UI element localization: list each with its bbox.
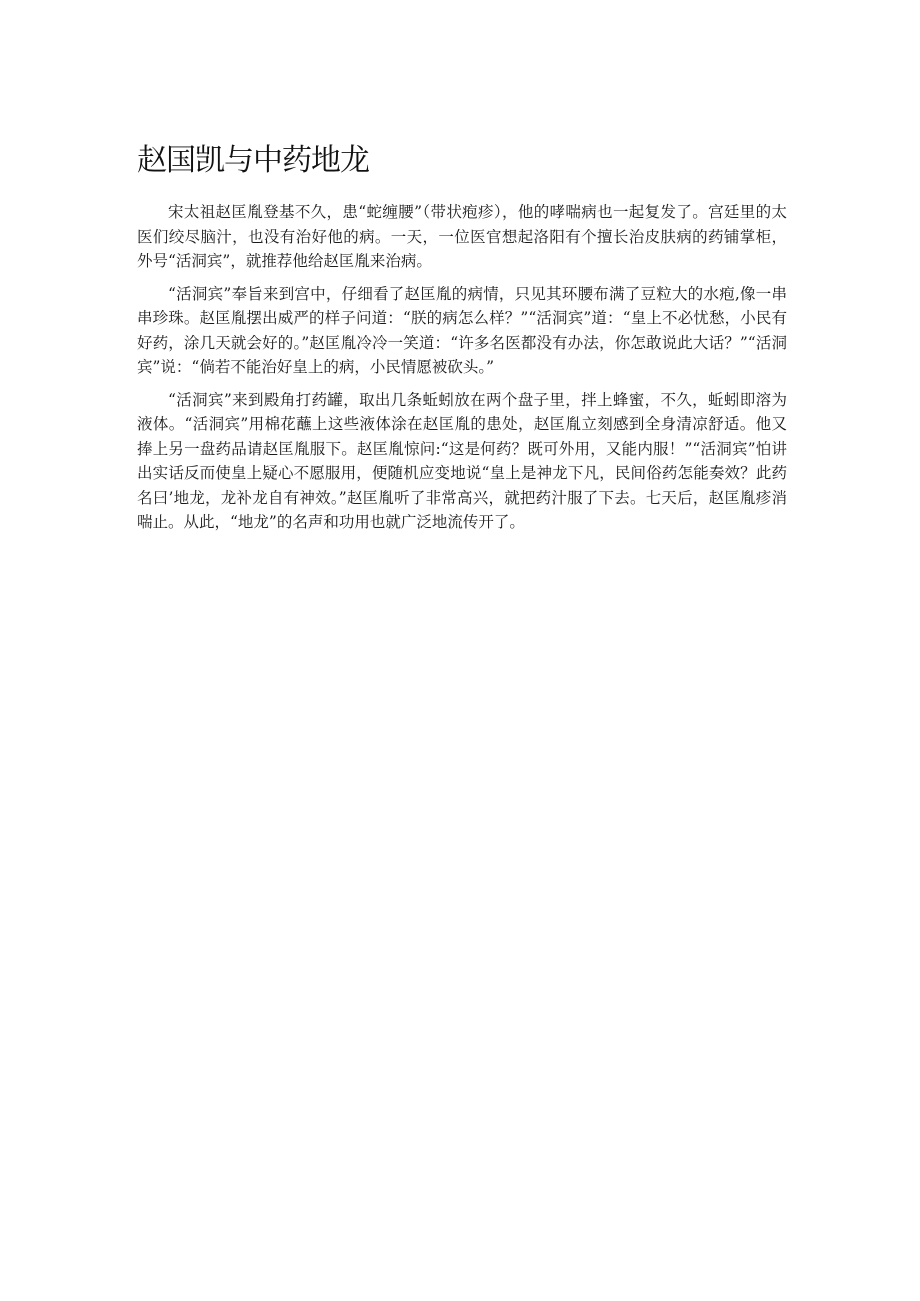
- document-title: 赵国凯与中药地龙: [137, 143, 369, 178]
- paragraph-2: “活洞宾”奉旨来到宫中，仔细看了赵匡胤的病情，只见其环腰布满了豆粒大的水疱,像一串串珍珠。赵匡胤摆出威严的样子问道：“朕的病怎么样？”“活洞宾”道：“皇上不必忧愁，小民有好药，涂几天就会好的。”赵匡胤冷冷一笑道：“许多名医都没有办法，你怎敢说此大话？”“活洞宾”说：“倘若不能治好皇上的病，小民情愿被砍头。”: [137, 284, 787, 376]
- document-body: [137, 200, 787, 543]
- paragraph-1: 宋太祖赵匡胤登基不久，患“蛇缠腰”（带状疱疹），他的哮喘病也一起复发了。宫廷里的太医们绞尽脑汁，也没有治好他的病。一天，一位医官想起洛阳有个擅长治皮肤病的药铺掌柜，外号“活洞宾”，就推荐他给赵匡胤来治病。: [137, 203, 787, 270]
- paragraph-3: “活洞宾”来到殿角打药罐，取出几条蚯蚓放在两个盘子里，拌上蜂蜜，不久，蚯蚓即溶为液体。“活洞宾”用棉花蘸上这些液体涂在赵匡胤的患处，赵匡胤立刻感到全身清凉舒适。他又捧上另一盘药品请赵匡胤服下。赵匡胤惊问:“这是何药？既可外用，又能内服！”“活洞宾”怕讲出实话反而使皇上疑心不愿服用，便随机应变地说“皇上是神龙下凡，民间俗药怎能奏效？此药名曰’地龙，龙补龙自有神效。”赵匡胤听了非常高兴，就把药汁服了下去。七天后，赵匡胤疹消喘止。从此，“地龙”的名声和功用也就广泛地流传开了。: [137, 390, 787, 531]
